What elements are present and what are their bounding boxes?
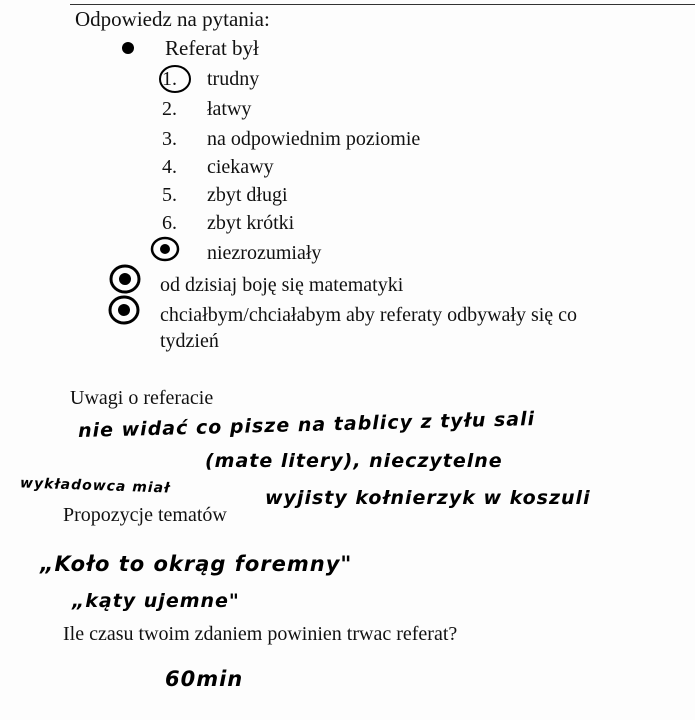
option-referaty-co-tydzien-cont: tydzień [160, 330, 219, 352]
option-trudny: trudny [207, 68, 260, 90]
option-niezrozumialy: niezrozumiały [207, 242, 322, 264]
instruction-header: Odpowiedz na pytania: [75, 7, 270, 31]
handwritten-remark-line3a: wykładowca miał [19, 475, 171, 497]
option-number-5: 5. [162, 184, 177, 206]
option-zbyt-krotki: zbyt krótki [207, 212, 295, 234]
remarks-label: Uwagi o referacie [70, 387, 214, 409]
handwritten-topic2: „kąty ujemne" [72, 590, 240, 612]
handwritten-remark-line3b: wyjisty kołnierzyk w koszuli [265, 487, 591, 509]
option-ciekawy: ciekawy [207, 156, 274, 178]
handwritten-remark-line2: (mate litery), nieczytelne [205, 450, 503, 472]
option-number-4: 4. [162, 156, 177, 178]
option-number-1: 1. [162, 68, 177, 90]
option-referaty-co-tydzien: chciałbym/chciałabym aby referaty odbywały się co [160, 304, 578, 326]
option-zbyt-dlugi: zbyt długi [207, 184, 288, 206]
time-question: Ile czasu twoim zdaniem powinien trwac referat? [63, 623, 458, 645]
handwritten-topic1: „Koło to okrąg foremny" [40, 552, 353, 576]
handwritten-remark-line1: nie widać co pisze na tablicy z tyłu sali [77, 408, 536, 442]
question-text: Referat był [165, 36, 259, 60]
circle-mark-option-1 [160, 66, 190, 92]
option-number-2: 2. [162, 98, 177, 120]
option-number-3: 3. [162, 128, 177, 150]
option-boje-sie-matematyki: od dzisiaj boję się matematyki [160, 274, 404, 296]
option-latwy: łatwy [207, 98, 252, 120]
option-odpowiedni-poziom: na odpowiednim poziomie [207, 128, 421, 150]
handwritten-time-answer: 60min [165, 667, 244, 691]
option-number-6: 6. [162, 212, 177, 234]
topics-label: Propozycje tematów [63, 504, 227, 526]
